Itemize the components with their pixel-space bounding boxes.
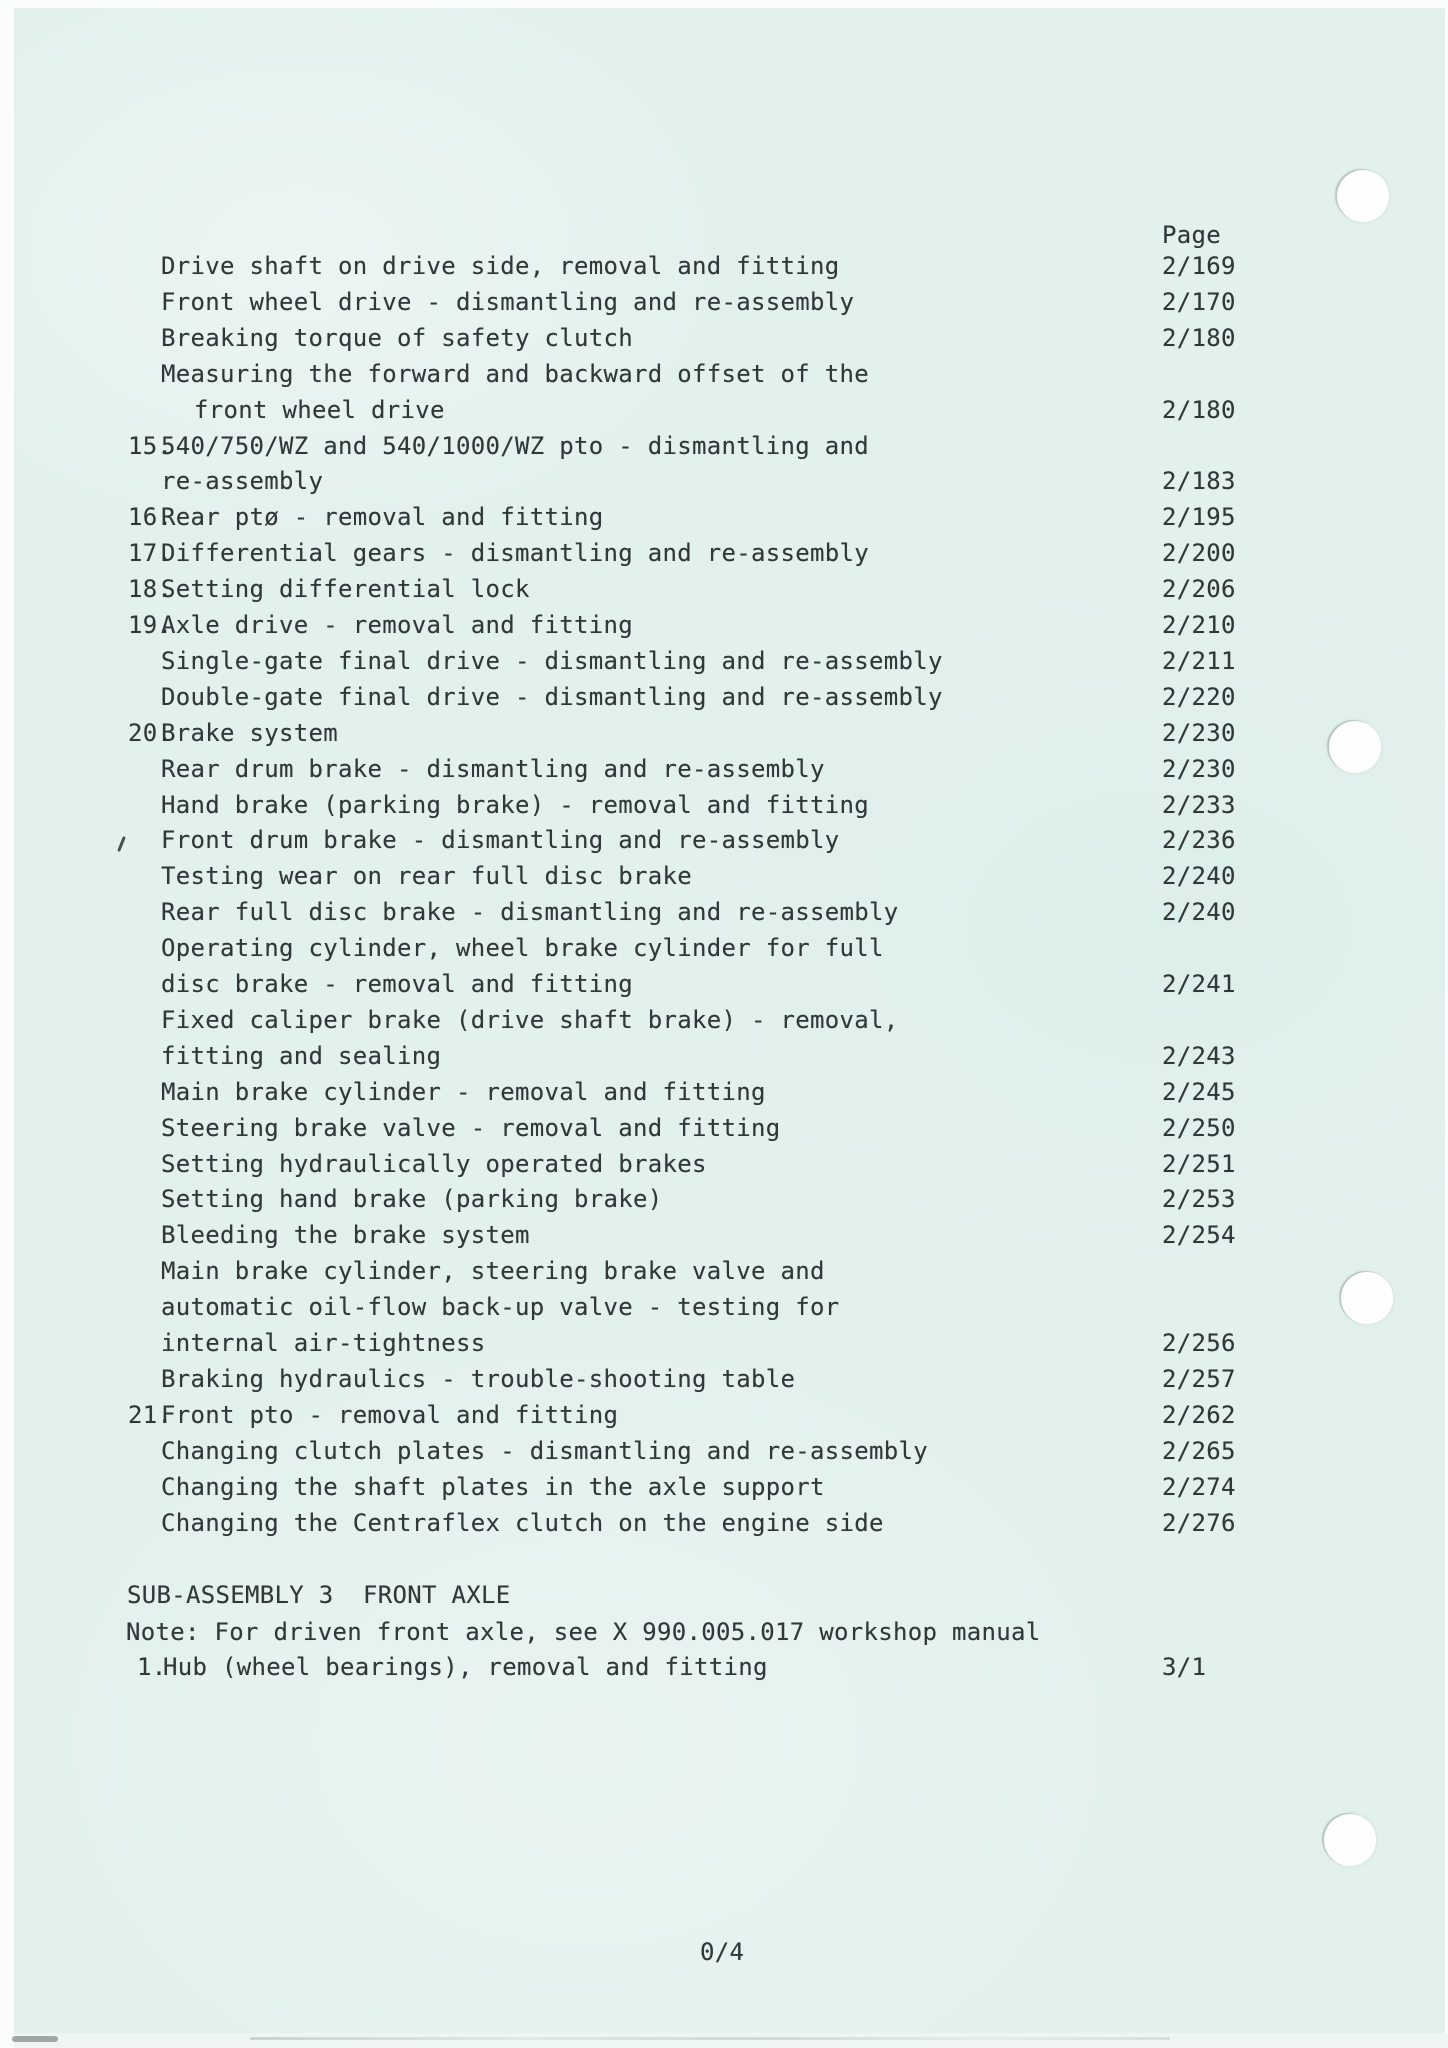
toc-line-page: 2/256 [1162,1329,1236,1357]
toc-line [0,751,1448,787]
toc-line-text: Single-gate final drive - dismantling and re-assembly [161,646,943,675]
toc-line-text: Breaking torque of safety clutch [161,323,633,352]
toc-line [0,1469,1448,1505]
toc-line [0,858,1448,894]
toc-line-text: re-assembly [161,467,324,496]
toc-line [0,787,1448,823]
toc-line-text: Drive shaft on drive side, removal and fitting [161,252,840,280]
toc-line [0,1110,1448,1146]
toc-line-text: Changing clutch plates - dismantling and re-assembly [161,1436,928,1465]
section-note: Note: For driven front axle, see X 990.005.017 workshop manual [126,1618,1041,1646]
toc-line-text: front wheel drive [194,395,445,424]
toc-line-number: 18. [128,575,173,604]
toc-line [0,1505,1448,1541]
toc-line-text: Brake system [161,718,338,747]
toc-line-text: Changing the Centraflex clutch on the engine side [161,1508,884,1537]
toc-line-page: 2/253 [1162,1185,1236,1214]
punch-hole [1341,1272,1393,1324]
punch-hole [1329,721,1381,773]
toc-line-page: 2/262 [1162,1400,1236,1429]
toc-line-text: Front pto - removal and fitting [161,1400,619,1429]
toc-line-number: 15. [128,431,173,460]
toc-line-text: Axle drive - removal and fitting [161,611,633,639]
toc-line-number: 16. [128,503,173,532]
toc-line [0,1361,1448,1397]
toc-line-page: 2/240 [1162,862,1236,891]
toc-line [0,1038,1448,1074]
page-column-header: Page [1162,221,1221,249]
toc-line-text: Hand brake (parking brake) - removal and fitting [161,790,869,819]
toc-line-page: 2/180 [1162,323,1236,352]
toc-line [0,392,1448,428]
section-title: SUB-ASSEMBLY 3 FRONT AXLE [127,1581,511,1609]
toc-line-text: fitting and sealing [161,1041,442,1070]
toc-line-text: Front wheel drive - dismantling and re-assembly [161,287,855,316]
toc-line [0,1433,1448,1469]
toc-line [0,284,1448,320]
toc-line-text: Operating cylinder, wheel brake cylinder for full [161,934,884,963]
toc-line-number: 19. [128,611,173,639]
toc-line [0,966,1448,1002]
toc-line-page: 2/230 [1162,754,1236,783]
toc-line-page: 2/210 [1162,611,1236,639]
toc-line-number: 21. [128,1400,173,1429]
toc-line-page: 2/169 [1162,252,1236,280]
toc-line [0,1181,1448,1217]
toc-line [0,643,1448,679]
footer-page-number: 0/4 [700,1938,745,1966]
toc-line-text: Bleeding the brake system [161,1221,530,1250]
toc-line-page: 2/195 [1162,503,1236,532]
toc-line-text: Hub (wheel bearings), removal and fitting [163,1653,768,1681]
toc-line-text: Rear full disc brake - dismantling and re-assembly [161,898,899,927]
toc-line-page: 2/254 [1162,1221,1236,1250]
toc-line-page: 2/257 [1162,1364,1236,1393]
toc-line-number: 17. [128,539,173,568]
toc-line [0,571,1448,607]
toc-line [0,248,1448,284]
toc-line-number: 20. [128,718,173,747]
toc-line [0,1002,1448,1038]
toc-line-text: Rear ptø - removal and fitting [161,503,604,532]
toc-line-page: 2/206 [1162,575,1236,604]
punch-hole [1337,170,1389,222]
toc-line [0,679,1448,715]
toc-line-page: 3/1 [1162,1653,1207,1681]
toc-line [0,894,1448,930]
toc-line-text: Main brake cylinder - removal and fitting [161,1077,766,1106]
toc-line-text: Differential gears - dismantling and re-assembly [161,539,869,568]
toc-line-number: 1. [137,1653,167,1681]
toc-line-page: 2/236 [1162,826,1236,855]
toc-line [0,535,1448,571]
toc-line-page: 2/265 [1162,1436,1236,1465]
toc-line-text: Setting hydraulically operated brakes [161,1149,707,1178]
toc-line-page: 2/245 [1162,1077,1236,1106]
toc-line-text: Fixed caliper brake (drive shaft brake) - removal, [161,1005,899,1034]
punch-hole [1324,1814,1376,1866]
toc-line-text: Testing wear on rear full disc brake [161,862,692,891]
toc-line-page: 2/233 [1162,790,1236,819]
toc-line-page: 2/250 [1162,1113,1236,1142]
toc-line-text: Main brake cylinder, steering brake valve and [161,1257,825,1286]
toc-line-page: 2/220 [1162,682,1236,711]
scan-bottom-edge [14,2033,1448,2048]
toc-line-page: 2/243 [1162,1041,1236,1070]
toc-line-page: 2/180 [1162,395,1236,424]
toc-line-text: disc brake - removal and fitting [161,970,633,998]
toc-line-text: Measuring the forward and backward offset of the [161,359,869,388]
toc-line [0,320,1448,356]
toc-line-page: 2/170 [1162,287,1236,316]
toc-line [0,930,1448,966]
toc-line [0,1325,1448,1361]
toc-line [0,607,1448,643]
toc-line-page: 2/274 [1162,1472,1236,1501]
toc-line-text: automatic oil-flow back-up valve - testing for [161,1293,840,1322]
toc-line-text: Rear drum brake - dismantling and re-assembly [161,754,825,783]
toc-line [0,1146,1448,1182]
toc-line-page: 2/251 [1162,1149,1236,1178]
toc-line-page: 2/183 [1162,467,1236,496]
toc-line [0,1074,1448,1110]
scan-artifact-dash [12,2036,58,2042]
toc-line [0,822,1448,858]
toc-line-text: Changing the shaft plates in the axle support [161,1472,825,1501]
toc-line-text: Steering brake valve - removal and fitting [161,1113,781,1142]
toc-line-text: Double-gate final drive - dismantling and re-assembly [161,682,943,711]
toc-line [0,1397,1448,1433]
toc-line [0,356,1448,392]
toc-line-page: 2/241 [1162,970,1236,998]
scan-artifact-line [250,2037,1170,2040]
toc-line [0,1649,1448,1685]
toc-line [0,499,1448,535]
toc-line [0,1217,1448,1253]
toc-line-text: Front drum brake - dismantling and re-assembly [161,826,840,855]
toc-line-page: 2/240 [1162,898,1236,927]
toc-line-page: 2/276 [1162,1508,1236,1537]
toc-line [0,715,1448,751]
toc-line [0,428,1448,464]
toc-line-text: 540/750/WZ and 540/1000/WZ pto - dismantling and [161,431,869,460]
toc-line-text: internal air-tightness [161,1329,486,1357]
toc-line-page: 2/211 [1162,646,1236,675]
toc-line-text: Setting differential lock [161,575,530,604]
toc-line [0,463,1448,499]
toc-line [0,1289,1448,1325]
toc-line-text: Braking hydraulics - trouble-shooting table [161,1364,796,1393]
toc-line-page: 2/230 [1162,718,1236,747]
toc-line-page: 2/200 [1162,539,1236,568]
toc-line [0,1253,1448,1289]
toc-line-text: Setting hand brake (parking brake) [161,1185,663,1214]
